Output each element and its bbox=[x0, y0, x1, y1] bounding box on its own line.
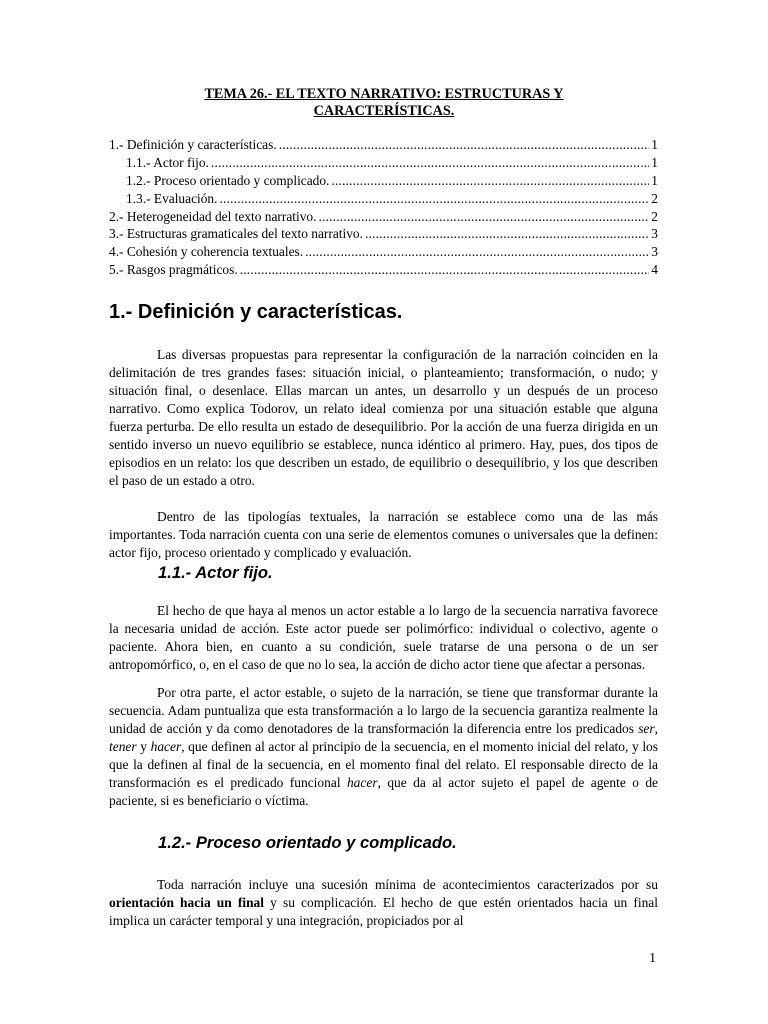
toc-leader-dots bbox=[240, 262, 650, 278]
toc-entry-page: 4 bbox=[651, 262, 658, 278]
toc-entry-page: 1 bbox=[651, 137, 658, 152]
text-run: , que da al actor sujeto el papel de agente o de paciente, si es beneficiario o víctima. bbox=[109, 775, 658, 808]
italic-term-tener: tener bbox=[109, 739, 137, 754]
toc-leader-dots bbox=[279, 137, 650, 153]
toc-entry-page: 2 bbox=[651, 190, 658, 206]
text-run: y bbox=[136, 739, 151, 754]
toc-entry-label: 5.- Rasgos pragmáticos. bbox=[109, 262, 238, 278]
toc-entry-label: 3.- Estructuras gramaticales del texto narrativo. bbox=[109, 226, 363, 242]
toc-leader-dots bbox=[318, 209, 649, 225]
toc-entry-page: 3 bbox=[651, 226, 658, 242]
italic-term-ser: ser bbox=[638, 721, 655, 736]
toc-entry[interactable] bbox=[109, 191, 658, 209]
toc-entry[interactable] bbox=[109, 137, 658, 155]
toc-entry-label: 1.2.- Proceso orientado y complicado. bbox=[126, 172, 330, 188]
title-line-1: TEMA 26.- EL TEXTO NARRATIVO: ESTRUCTURAS Y bbox=[204, 86, 564, 102]
toc-entry[interactable] bbox=[109, 244, 658, 262]
toc-entry[interactable] bbox=[109, 209, 658, 227]
italic-term-hacer: hacer bbox=[150, 739, 182, 754]
section-heading-1-2: 1.2.- Proceso orientado y complicado. bbox=[158, 833, 457, 852]
table-of-contents bbox=[109, 137, 658, 280]
italic-term-hacer: hacer bbox=[346, 775, 378, 790]
text-run: Por otra parte, el actor estable, o sujeto de la narración, se tiene que transformar durante la secuencia. Adam puntualiza que esta transformación a lo largo de la secuencia garantiza realmente la unidad de acción y da como denotadores de la transformación la diferencia entre los predicados bbox=[109, 685, 658, 736]
toc-entry-page: 3 bbox=[651, 244, 658, 260]
page-number: 1 bbox=[649, 950, 656, 965]
toc-entry-label: 2.- Heterogeneidad del texto narrativo. bbox=[109, 208, 317, 224]
section-1-paragraph-1: Las diversas propuestas para representar la configuración de la narración coinciden en la delimitación de tres grandes fases: situación inicial, o planteamiento; transformación, o nudo; y situación final, o desenlace. Ellas marcan un antes, un desarrollo y un después de un proceso narrativo. Como explica Todorov, un relato ideal comienza por una situación estable que alguna fuerza perturba. De ello resulta un estado de desequilibrio. Por la acción de una fuerza dirigida en un sentido inverso un nuevo equilibrio se establece, nunca idéntico al primero. Hay, pues, dos tipos de episodios en un relato: los que describen un estado, de equilibrio o desequilibrio, y los que describen el paso de un estado a otro. bbox=[109, 347, 658, 488]
section-heading-1-1: 1.1.- Actor fijo. bbox=[158, 563, 273, 582]
toc-entry-label: 1.- Definición y características. bbox=[109, 137, 277, 152]
toc-leader-dots bbox=[331, 173, 649, 189]
toc-entry-page: 2 bbox=[651, 208, 658, 224]
toc-entry-label: 1.3.- Evaluación. bbox=[126, 190, 218, 206]
document-title bbox=[110, 86, 658, 120]
section-1-1-paragraph-1: El hecho de que haya al menos un actor estable a lo largo de la secuencia narrativa favorece la necesaria unidad de acción. Este actor puede ser polimórfico: individual o colectivo, agente o paciente. Ahora bien, en cuanto a su condición, suele tratarse de una persona o de un ser antropomórfico, o, en el caso de que no lo sea, la acción de dicho actor tiene que afectar a personas. bbox=[109, 603, 658, 672]
text-run: , bbox=[654, 721, 658, 736]
section-1-2-paragraph-1 bbox=[109, 876, 658, 930]
section-1-1-paragraph-2 bbox=[109, 684, 658, 810]
title-line-2: CARACTERÍSTICAS. bbox=[313, 103, 455, 119]
toc-leader-dots bbox=[305, 244, 649, 260]
toc-entry[interactable] bbox=[109, 226, 658, 244]
text-run: , que definen al actor al principio de la secuencia, en el momento inicial del relato, y los que la definen al final de la secuencia, en el momento final del relato. El responsable directo de la transformación es el predicado funcional bbox=[109, 739, 659, 790]
section-1-paragraph-2: Dentro de las tipologías textuales, la narración se establece como una de las más importantes. Toda narración cuenta con una serie de elementos comunes o universales que la definen: actor fijo, proceso orientado y complicado y evaluación. bbox=[109, 509, 658, 560]
toc-leader-dots bbox=[211, 155, 649, 171]
section-heading-1: 1.- Definición y características. bbox=[109, 301, 403, 323]
toc-entry-label: 4.- Cohesión y coherencia textuales. bbox=[109, 244, 304, 260]
text-run: Toda narración incluye una sucesión mínima de acontecimientos caracterizados por su bbox=[157, 877, 658, 892]
toc-entry-page: 1 bbox=[651, 172, 658, 188]
toc-entry[interactable] bbox=[109, 155, 658, 173]
bold-phrase: orientación hacia un final bbox=[109, 895, 264, 910]
toc-entry[interactable] bbox=[109, 262, 658, 280]
toc-entry-page: 1 bbox=[651, 154, 658, 170]
toc-leader-dots bbox=[365, 226, 649, 242]
toc-leader-dots bbox=[219, 191, 649, 207]
toc-entry[interactable] bbox=[109, 173, 658, 191]
text-run: y su complicación. El hecho de que estén orientados hacia un final implica un carácter temporal y una integración, propiciados por al bbox=[109, 895, 658, 928]
toc-entry-label: 1.1.- Actor fijo. bbox=[126, 154, 209, 170]
